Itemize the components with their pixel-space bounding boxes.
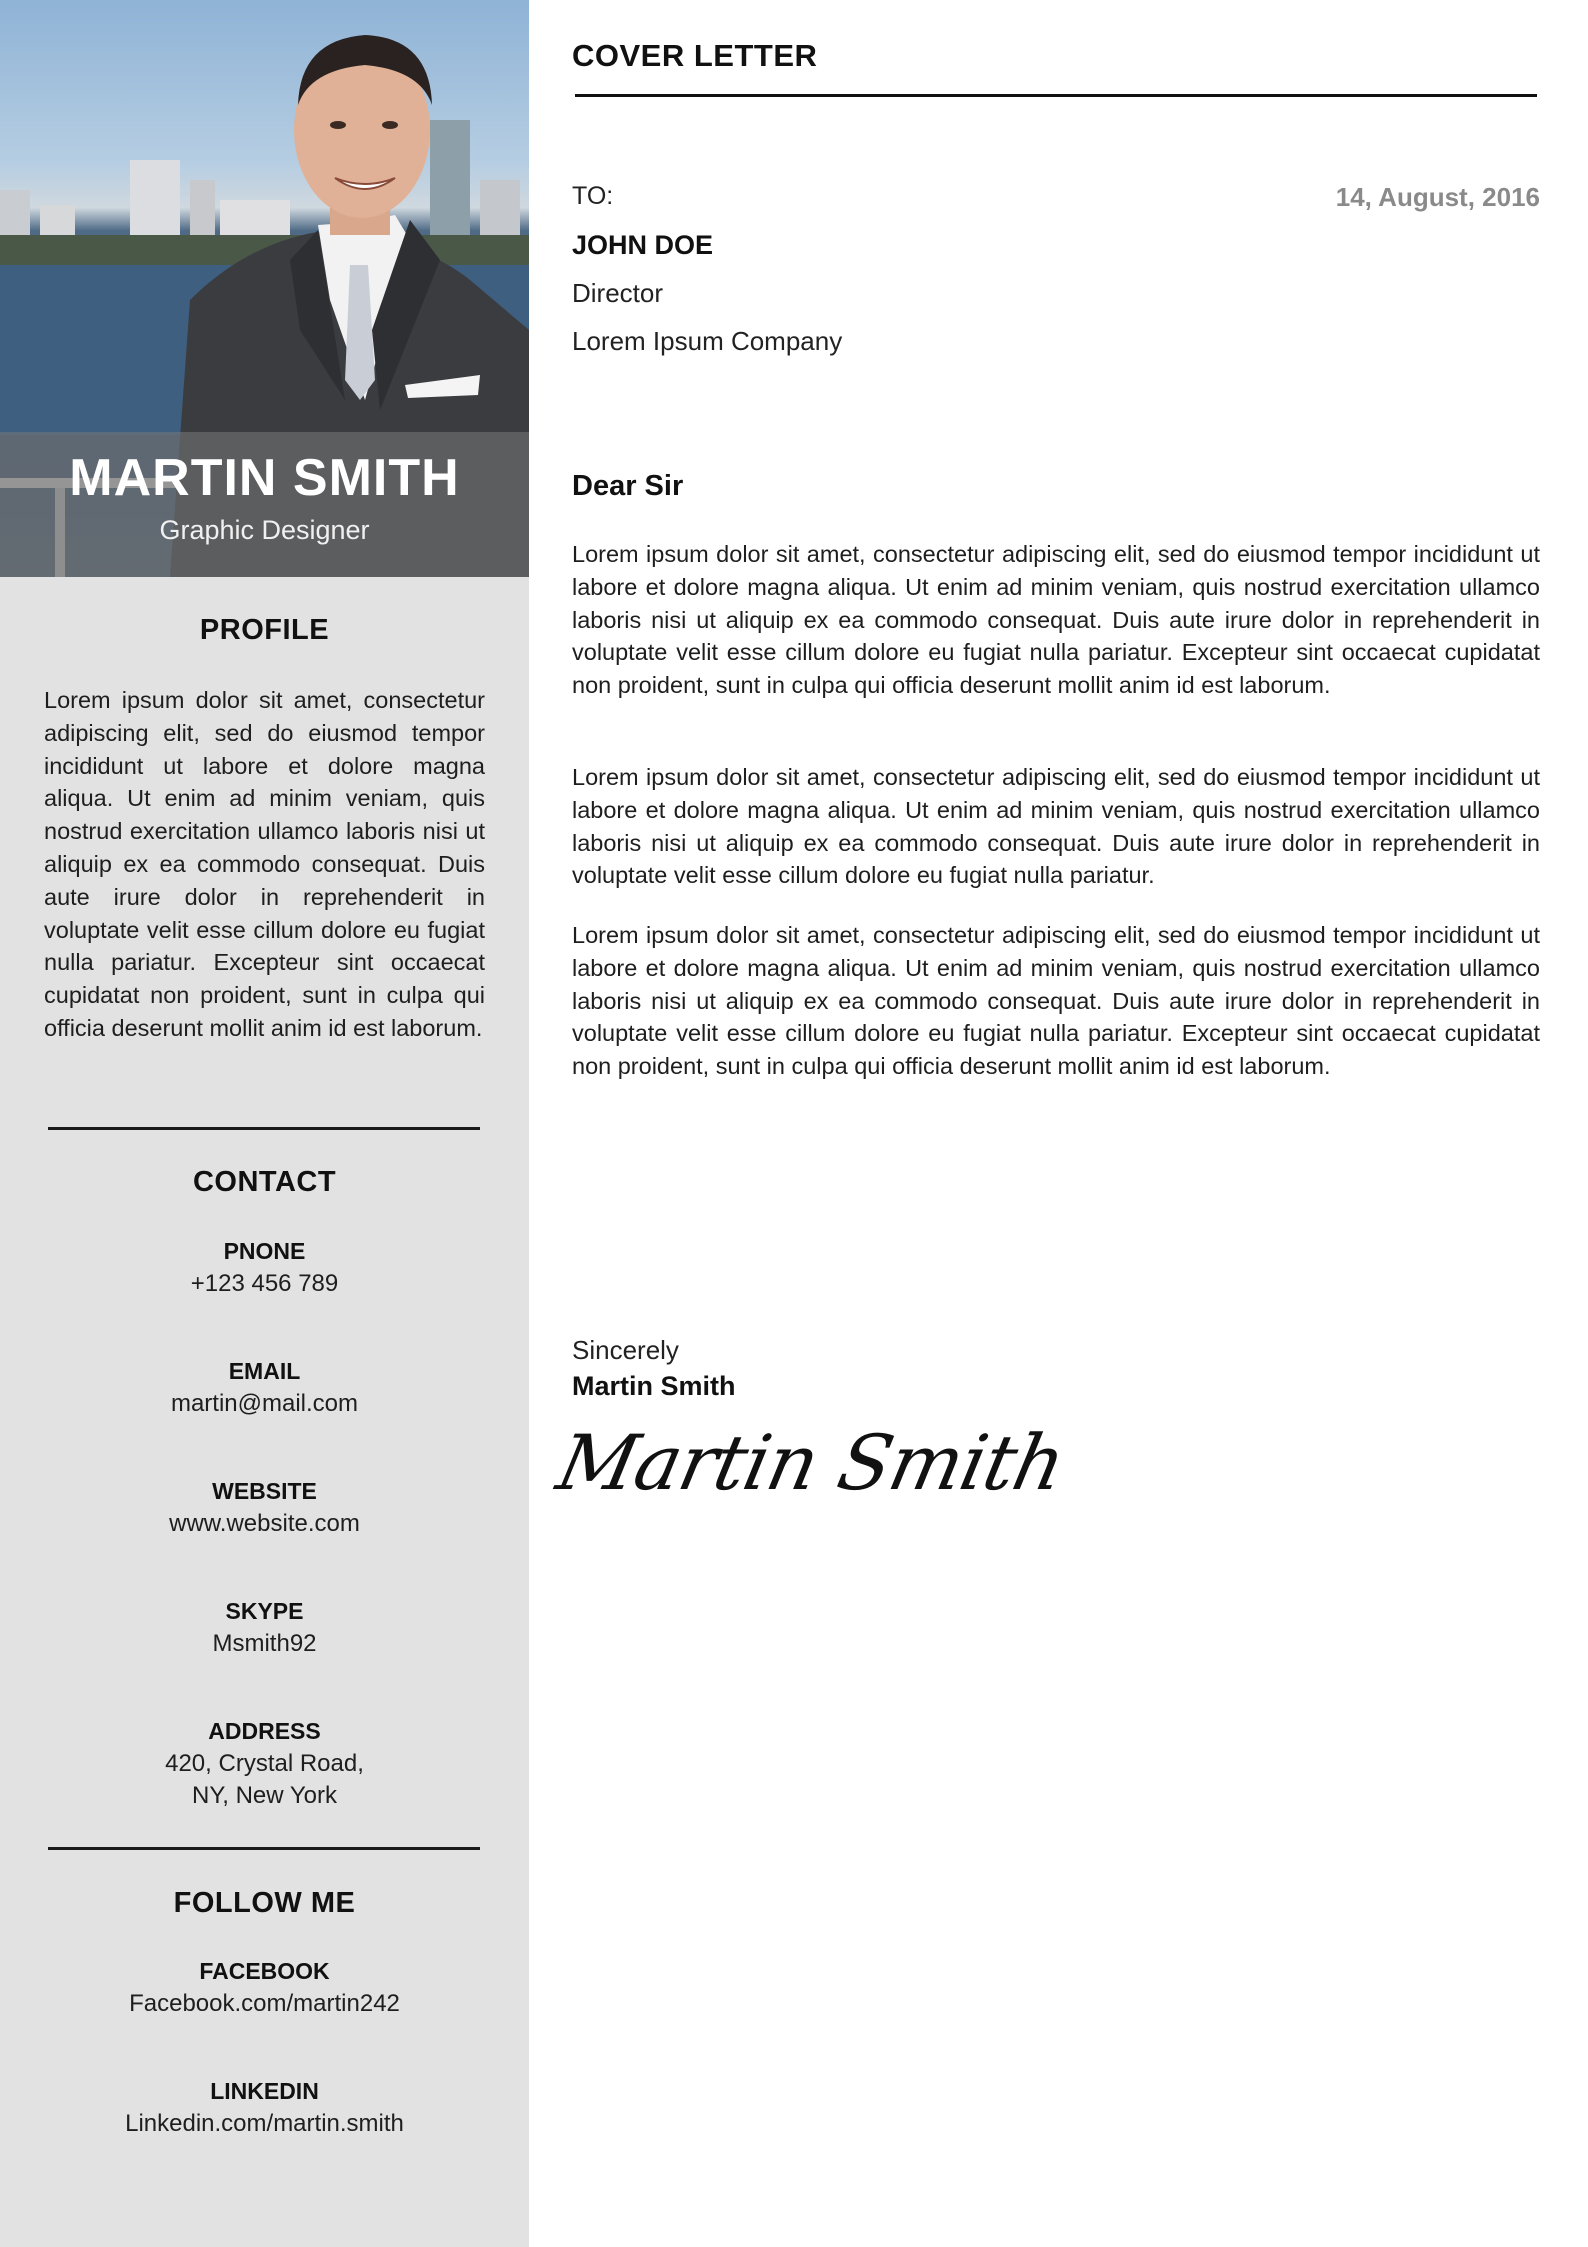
recipient-company: Lorem Ipsum Company [572, 326, 843, 356]
website-value[interactable]: www.website.com [169, 1510, 360, 1537]
skype-value: Msmith92 [212, 1630, 317, 1657]
address-line-1: 420, Crystal Road, [165, 1750, 364, 1777]
divider [48, 1847, 480, 1850]
letter-paragraph: Lorem ipsum dolor sit amet, consectetur adipiscing elit, sed do eiusmod tempor incididunt ut labore et dolore magna aliqua. Ut enim ad minim veniam, quis nostrud exercitation ullamco laboris nisi ut aliquip ex ea commodo consequat. Duis aute irure dolor in reprehenderit in voluptate velit esse cillum dolore eu fugiat nulla pariatur. [572, 764, 1540, 889]
facebook-value[interactable]: Facebook.com/martin242 [129, 1990, 400, 2017]
recipient-role: Director [572, 278, 664, 308]
letter-paragraph: Lorem ipsum dolor sit amet, consectetur adipiscing elit, sed do eiusmod tempor incididunt ut labore et dolore magna aliqua. Ut enim ad minim veniam, quis nostrud exercitation ullamco laboris nisi ut aliquip ex ea commodo consequat. Duis aute irure dolor in reprehenderit in voluptate velit esse cillum dolore eu fugiat nulla pariatur. Excepteur sint occaecat cupidatat non proident, sunt in culpa qui officia deserunt mollit anim id est laborum. [572, 922, 1540, 1080]
greeting: Dear Sir [572, 470, 684, 502]
signer-name: Martin Smith [572, 1371, 736, 1401]
contact-heading: CONTACT [192, 1166, 337, 1198]
to-label: TO: [572, 182, 614, 210]
handwritten-signature: Martin Smith [550, 1418, 1073, 1507]
email-value[interactable]: martin@mail.com [170, 1390, 359, 1417]
recipient-name: JOHN DOE [572, 230, 714, 260]
facebook-label: FACEBOOK [199, 1958, 330, 1984]
sidebar [0, 0, 529, 2247]
divider [48, 1127, 480, 1130]
cover-letter-title: COVER LETTER [572, 38, 818, 73]
profile-heading: PROFILE [199, 614, 330, 646]
profile-photo [0, 0, 529, 577]
email-label: EMAIL [228, 1358, 301, 1384]
follow-heading: FOLLOW ME [173, 1887, 356, 1919]
phone-value: +123 456 789 [190, 1270, 339, 1297]
candidate-name: MARTIN SMITH [69, 449, 460, 507]
profile-text: Lorem ipsum dolor sit amet, consectetur adipiscing elit, sed do eiusmod tempor incididunt ut labore et dolore magna aliqua. Ut enim ad minim veniam, quis nostrud exercitation ullamco laboris nisi ut aliquip ex ea commodo consequat. Duis aute irure dolor in reprehenderit in voluptate velit esse cillum dolore eu fugiat nulla pariatur. Excepteur sint occaecat cupidatat non proident, sunt in culpa qui officia deserunt mollit anim id est laborum. [44, 687, 485, 1041]
candidate-role: Graphic Designer [159, 515, 370, 545]
website-label: WEBSITE [212, 1478, 317, 1504]
phone-label: PNONE [223, 1238, 306, 1264]
closing: Sincerely [572, 1335, 679, 1365]
address-line-2: NY, New York [192, 1782, 337, 1809]
linkedin-value[interactable]: Linkedin.com/martin.smith [125, 2110, 404, 2137]
letter-paragraph: Lorem ipsum dolor sit amet, consectetur adipiscing elit, sed do eiusmod tempor incididunt ut labore et dolore magna aliqua. Ut enim ad minim veniam, quis nostrud exercitation ullamco laboris nisi ut aliquip ex ea commodo consequat. Duis aute irure dolor in reprehenderit in voluptate velit esse cillum dolore eu fugiat nulla pariatur. Excepteur sint occaecat cupidatat non proident, sunt in culpa qui officia deserunt mollit anim id est laborum. [572, 541, 1540, 699]
address-label: ADDRESS [208, 1718, 321, 1744]
linkedin-label: LINKEDIN [210, 2078, 319, 2104]
title-rule [575, 94, 1537, 97]
letter-date: 14, August, 2016 [1335, 182, 1540, 212]
skype-label: SKYPE [225, 1598, 304, 1624]
